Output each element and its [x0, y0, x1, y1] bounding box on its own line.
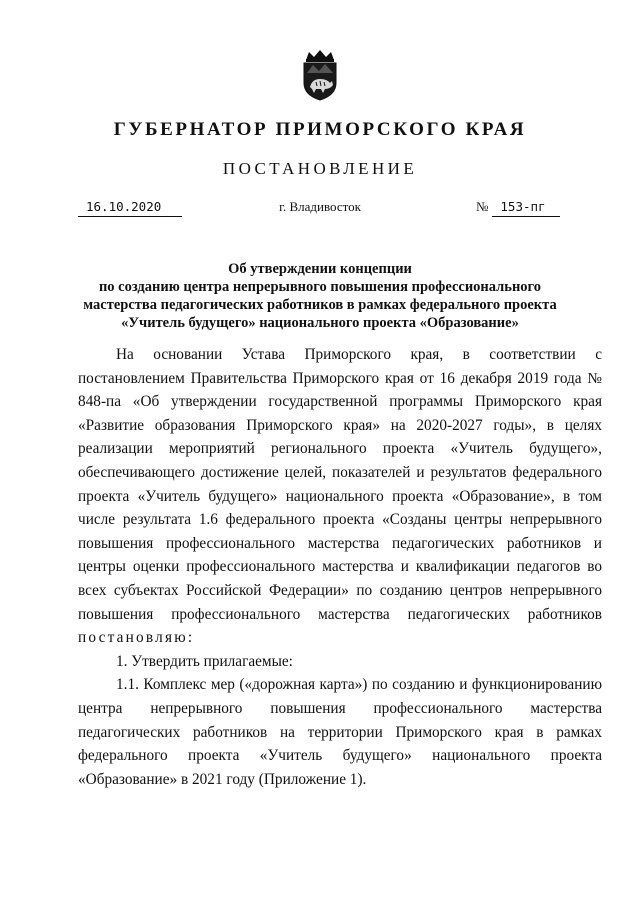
document-meta [0, 198, 640, 222]
coat-of-arms-icon [299, 49, 341, 101]
document-type: ПОСТАНОВЛЕНИЕ [222, 159, 418, 178]
item-1-1: 1.1. Комплекс мер («дорожная карта») по созданию и функционированию центра непрерывного повышения профессионального мастерства педагогических работников на территории Приморского края в рамках федерального проекта «Учитель будущего» национального проекта «Образование» в 2021 году (Приложение 1). [78, 676, 602, 788]
decree-word: постановляю [78, 629, 188, 647]
number-value: 153-пг [492, 198, 560, 217]
number-prefix: № [476, 199, 489, 214]
document-body [78, 343, 602, 791]
title-line: Об утверждении концепции [228, 261, 412, 277]
title-line: мастерства педагогических работников в рамках федерального проекта [83, 297, 557, 313]
document-date: 16.10.2020 [78, 198, 182, 217]
document-title [0, 260, 640, 332]
title-line: по созданию центра непрерывного повышения профессионального [98, 279, 542, 295]
title-line: «Учитель будущего» национального проекта «Образование» [121, 315, 519, 331]
authority-title: ГУБЕРНАТОР ПРИМОРСКОГО КРАЯ [113, 119, 527, 140]
item-1: 1. Утвердить прилагаемые: [116, 652, 293, 670]
decree-colon: : [187, 629, 193, 647]
preamble-text: На основании Устава Приморского края, в соответствии с постановлением Правительства Приморского края от 16 декабря 2019 года № 848-па «Об утверждении государственной программы Приморского края «Развитие образования Приморского края» на 2020-2027 годы», в целях реализации мероприятий регионального проекта «Учитель будущего», обеспечивающего достижение целей, показателей и результатов федерального проекта «Учитель будущего» национального проекта «Образование», в том числе результата 1.6 федерального проекта «Созданы центры непрерывного повышения профессионального мастерства педагогических работников и центры оценки профессионального мастерства и квалификации педагогов во всех субъектах Российской Федерации» по созданию центров непрерывного повышения профессионального мастерства педагогических работников [78, 346, 602, 623]
document-city: г. Владивосток [279, 199, 361, 214]
preamble-paragraph [78, 343, 602, 650]
document-number [476, 198, 560, 217]
